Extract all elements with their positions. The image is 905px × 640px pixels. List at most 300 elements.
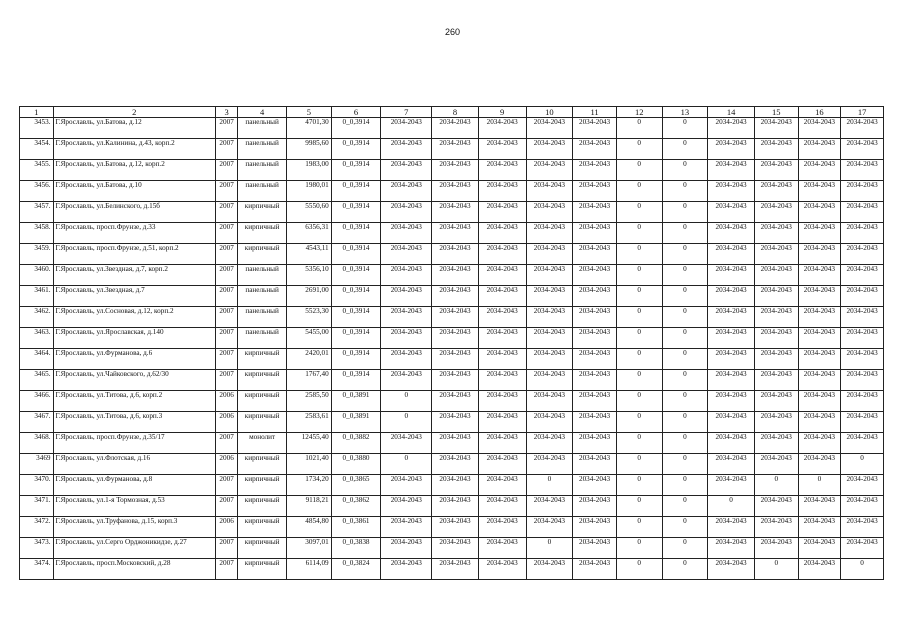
repair-period-cell: 2034-2043 [478,223,526,244]
repair-period-cell: 0 [662,328,708,349]
area-cell: 5356,10 [286,265,331,286]
repair-period-cell: 2034-2043 [798,538,841,559]
wear-coefficient-cell: 0_0,3824 [331,559,381,580]
year-cell: 2007 [215,349,237,370]
repair-period-cell: 0 [616,517,662,538]
repair-period-cell: 2034-2043 [573,538,617,559]
year-cell: 2007 [215,265,237,286]
repair-period-cell: 0 [662,181,708,202]
repair-period-cell: 2034-2043 [381,349,432,370]
table-row [20,160,884,181]
repair-period-cell: 2034-2043 [754,370,798,391]
repair-period-cell: 2034-2043 [708,370,755,391]
wall-material-cell: кирпичный [238,559,287,580]
wall-material-cell: кирпичный [238,517,287,538]
repair-period-cell: 2034-2043 [754,496,798,517]
wall-material-cell: панельный [238,328,287,349]
repair-period-cell: 2034-2043 [478,349,526,370]
wear-coefficient-cell: 0_0,3914 [331,370,381,391]
repair-period-cell: 2034-2043 [841,307,884,328]
address-cell: Г.Ярославль, ул.Фурманова, д.6 [53,349,215,370]
column-number-16: 16 [798,107,841,118]
repair-period-cell: 0 [662,370,708,391]
repair-period-cell: 2034-2043 [478,328,526,349]
repair-period-cell: 2034-2043 [478,181,526,202]
repair-period-cell: 2034-2043 [526,181,573,202]
repair-period-cell: 0 [616,391,662,412]
repair-period-cell: 0 [798,475,841,496]
repair-period-cell: 2034-2043 [798,349,841,370]
repair-period-cell: 0 [616,454,662,475]
repair-period-cell: 2034-2043 [754,454,798,475]
repair-period-cell: 2034-2043 [526,349,573,370]
wall-material-cell: кирпичный [238,412,287,433]
year-cell: 2006 [215,517,237,538]
repair-period-cell: 0 [662,454,708,475]
repair-period-cell: 2034-2043 [754,202,798,223]
repair-period-cell: 2034-2043 [526,517,573,538]
repair-period-cell: 0 [662,349,708,370]
repair-period-cell: 0 [616,265,662,286]
wear-coefficient-cell: 0_0,3838 [331,538,381,559]
repair-period-cell: 2034-2043 [573,139,617,160]
repair-period-cell: 2034-2043 [478,265,526,286]
year-cell: 2007 [215,160,237,181]
repair-period-cell: 0 [662,139,708,160]
repair-period-cell: 2034-2043 [754,244,798,265]
area-cell: 9985,60 [286,139,331,160]
wear-coefficient-cell: 0_0,3914 [331,181,381,202]
column-number-15: 15 [754,107,798,118]
repair-period-cell: 2034-2043 [526,265,573,286]
repair-period-cell: 0 [708,496,755,517]
repair-period-cell: 0 [616,139,662,160]
repair-period-cell: 0 [616,433,662,454]
repair-period-cell: 2034-2043 [754,223,798,244]
repair-period-cell: 2034-2043 [432,412,479,433]
column-number-8: 8 [432,107,479,118]
repair-period-cell: 2034-2043 [573,412,617,433]
table-row [20,223,884,244]
repair-period-cell: 2034-2043 [754,349,798,370]
repair-period-cell: 2034-2043 [573,328,617,349]
repair-period-cell: 2034-2043 [478,286,526,307]
repair-period-cell: 0 [616,538,662,559]
wear-coefficient-cell: 0_0,3862 [331,496,381,517]
area-cell: 6356,31 [286,223,331,244]
repair-period-cell: 2034-2043 [381,517,432,538]
repair-period-cell: 2034-2043 [478,118,526,139]
repair-period-cell: 2034-2043 [478,538,526,559]
repair-period-cell: 2034-2043 [478,454,526,475]
column-number-17: 17 [841,107,884,118]
table-row [20,475,884,496]
year-cell: 2007 [215,538,237,559]
repair-period-cell: 2034-2043 [526,202,573,223]
repair-period-cell: 2034-2043 [708,286,755,307]
repair-period-cell: 2034-2043 [432,244,479,265]
repair-period-cell: 2034-2043 [798,160,841,181]
repair-period-cell: 2034-2043 [432,349,479,370]
repair-period-cell: 2034-2043 [432,391,479,412]
repair-period-cell: 2034-2043 [841,538,884,559]
repair-period-cell: 2034-2043 [798,244,841,265]
table-row [20,139,884,160]
repair-period-cell: 2034-2043 [841,328,884,349]
wall-material-cell: кирпичный [238,223,287,244]
column-number-10: 10 [526,107,573,118]
repair-period-cell: 2034-2043 [798,265,841,286]
address-cell: Г.Ярославль, ул.Ярославская, д.140 [53,328,215,349]
repair-period-cell: 2034-2043 [754,139,798,160]
repair-period-cell: 2034-2043 [526,370,573,391]
repair-period-cell: 2034-2043 [798,370,841,391]
repair-period-cell: 2034-2043 [432,265,479,286]
row-number-cell: 3462. [20,307,54,328]
area-cell: 2583,61 [286,412,331,433]
area-cell: 1980,01 [286,181,331,202]
table-row [20,181,884,202]
wear-coefficient-cell: 0_0,3861 [331,517,381,538]
year-cell: 2007 [215,370,237,391]
repair-period-cell: 0 [662,517,708,538]
area-cell: 5550,60 [286,202,331,223]
row-number-cell: 3470. [20,475,54,496]
repair-period-cell: 2034-2043 [754,265,798,286]
repair-period-cell: 2034-2043 [381,559,432,580]
wall-material-cell: панельный [238,286,287,307]
repair-period-cell: 0 [662,244,708,265]
repair-period-cell: 0 [381,391,432,412]
repair-period-cell: 2034-2043 [708,328,755,349]
address-cell: Г.Ярославль, просп.Фрунзе, д.33 [53,223,215,244]
repair-period-cell: 2034-2043 [573,265,617,286]
table-row [20,433,884,454]
repair-period-cell: 2034-2043 [754,538,798,559]
area-cell: 1767,40 [286,370,331,391]
repair-period-cell: 2034-2043 [841,244,884,265]
repair-period-cell: 2034-2043 [573,307,617,328]
address-cell: Г.Ярославль, ул.Титова, д.6, корп.3 [53,412,215,433]
repair-period-cell: 2034-2043 [432,475,479,496]
repair-period-cell: 2034-2043 [432,433,479,454]
column-number-4: 4 [238,107,287,118]
repair-period-cell: 2034-2043 [526,118,573,139]
address-cell: Г.Ярославль, просп.Московский, д.28 [53,559,215,580]
row-number-cell: 3455. [20,160,54,181]
repair-period-cell: 2034-2043 [526,286,573,307]
area-cell: 1021,40 [286,454,331,475]
repair-period-cell: 2034-2043 [526,433,573,454]
wall-material-cell: кирпичный [238,475,287,496]
wear-coefficient-cell: 0_0,3880 [331,454,381,475]
repair-period-cell: 0 [616,307,662,328]
repair-period-cell: 2034-2043 [708,454,755,475]
row-number-cell: 3457. [20,202,54,223]
repair-period-cell: 2034-2043 [432,517,479,538]
repair-period-cell: 2034-2043 [526,559,573,580]
repair-period-cell: 2034-2043 [841,517,884,538]
repair-period-cell: 2034-2043 [754,412,798,433]
table-row [20,349,884,370]
repair-period-cell: 0 [616,160,662,181]
address-cell: Г.Ярославль, ул.Батова, д.12 [53,118,215,139]
repair-period-cell: 0 [381,412,432,433]
repair-period-cell: 2034-2043 [478,475,526,496]
repair-period-cell: 2034-2043 [841,160,884,181]
wear-coefficient-cell: 0_0,3914 [331,118,381,139]
repair-period-cell: 2034-2043 [798,286,841,307]
column-number-7: 7 [381,107,432,118]
year-cell: 2007 [215,433,237,454]
repair-period-cell: 2034-2043 [798,412,841,433]
year-cell: 2007 [215,244,237,265]
repair-period-cell: 2034-2043 [573,202,617,223]
repair-period-cell: 2034-2043 [432,496,479,517]
repair-period-cell: 2034-2043 [841,349,884,370]
address-cell: Г.Ярославль, ул.Калинина, д.43, корп.2 [53,139,215,160]
address-cell: Г.Ярославль, ул.Фурманова, д.8 [53,475,215,496]
repair-period-cell: 2034-2043 [432,181,479,202]
repair-period-cell: 2034-2043 [841,370,884,391]
row-number-cell: 3458. [20,223,54,244]
repair-period-cell: 2034-2043 [841,391,884,412]
area-cell: 1734,20 [286,475,331,496]
row-number-cell: 3472. [20,517,54,538]
area-cell: 2420,01 [286,349,331,370]
repair-period-cell: 0 [662,475,708,496]
wall-material-cell: кирпичный [238,391,287,412]
address-cell: Г.Ярославль, ул.Сосновая, д.12, корп.2 [53,307,215,328]
wear-coefficient-cell: 0_0,3914 [331,202,381,223]
repair-period-cell: 2034-2043 [841,286,884,307]
repair-period-cell: 2034-2043 [381,223,432,244]
repair-period-cell: 2034-2043 [754,391,798,412]
wall-material-cell: панельный [238,181,287,202]
repair-period-cell: 2034-2043 [708,244,755,265]
repair-period-cell: 0 [662,118,708,139]
repair-period-cell: 2034-2043 [381,307,432,328]
repair-period-cell: 2034-2043 [754,118,798,139]
wear-coefficient-cell: 0_0,3914 [331,223,381,244]
repair-period-cell: 2034-2043 [708,391,755,412]
repair-period-cell: 2034-2043 [381,118,432,139]
table-row [20,244,884,265]
repair-period-cell: 2034-2043 [573,286,617,307]
repair-period-cell: 2034-2043 [754,433,798,454]
repair-period-cell: 2034-2043 [754,328,798,349]
repair-period-cell: 2034-2043 [841,265,884,286]
area-cell: 5455,00 [286,328,331,349]
wall-material-cell: кирпичный [238,454,287,475]
row-number-cell: 3459. [20,244,54,265]
repair-period-cell: 0 [616,349,662,370]
repair-period-cell: 2034-2043 [798,307,841,328]
table-row [20,391,884,412]
address-cell: Г.Ярославль, ул.Чайковского, д.62/30 [53,370,215,391]
table-row [20,265,884,286]
repair-period-cell: 0 [616,412,662,433]
column-number-13: 13 [662,107,708,118]
repair-period-cell: 2034-2043 [841,223,884,244]
repair-period-cell: 2034-2043 [798,328,841,349]
year-cell: 2007 [215,202,237,223]
repair-period-cell: 2034-2043 [573,433,617,454]
repair-period-cell: 2034-2043 [708,160,755,181]
repair-period-cell: 2034-2043 [526,328,573,349]
wall-material-cell: панельный [238,139,287,160]
address-cell: Г.Ярославль, ул.Флотская, д.16 [53,454,215,475]
repair-period-cell: 0 [662,160,708,181]
area-cell: 4701,30 [286,118,331,139]
repair-period-cell: 0 [662,286,708,307]
wear-coefficient-cell: 0_0,3891 [331,391,381,412]
repair-period-cell: 2034-2043 [708,307,755,328]
repair-period-cell: 0 [616,559,662,580]
table-row [20,496,884,517]
repair-period-cell: 2034-2043 [841,433,884,454]
repair-period-cell: 2034-2043 [798,223,841,244]
address-cell: Г.Ярославль, ул.Батова, д.12, корп.2 [53,160,215,181]
repair-period-cell: 2034-2043 [478,433,526,454]
repair-period-cell: 2034-2043 [432,307,479,328]
repair-period-cell: 2034-2043 [526,307,573,328]
area-cell: 12455,40 [286,433,331,454]
table-row [20,538,884,559]
address-cell: Г.Ярославль, ул.Батова, д.10 [53,181,215,202]
table-row [20,559,884,580]
row-number-cell: 3465. [20,370,54,391]
table-row [20,412,884,433]
repair-period-cell: 2034-2043 [381,475,432,496]
repair-period-cell: 2034-2043 [381,286,432,307]
repair-period-cell: 2034-2043 [708,559,755,580]
wall-material-cell: кирпичный [238,370,287,391]
repair-period-cell: 2034-2043 [798,181,841,202]
wear-coefficient-cell: 0_0,3882 [331,433,381,454]
column-number-3: 3 [215,107,237,118]
repair-period-cell: 2034-2043 [754,286,798,307]
row-number-cell: 3474. [20,559,54,580]
repair-period-cell: 2034-2043 [526,412,573,433]
repair-period-cell: 0 [662,412,708,433]
row-number-cell: 3463. [20,328,54,349]
year-cell: 2007 [215,223,237,244]
repair-period-cell: 0 [841,454,884,475]
repair-period-cell: 0 [662,391,708,412]
repair-period-cell: 2034-2043 [526,496,573,517]
year-cell: 2007 [215,118,237,139]
repair-period-cell: 2034-2043 [432,160,479,181]
table-row [20,286,884,307]
year-cell: 2007 [215,286,237,307]
repair-period-cell: 2034-2043 [708,265,755,286]
repair-period-cell: 2034-2043 [841,202,884,223]
wear-coefficient-cell: 0_0,3914 [331,265,381,286]
repair-period-cell: 2034-2043 [381,265,432,286]
repair-period-cell: 2034-2043 [526,139,573,160]
repair-period-cell: 2034-2043 [754,160,798,181]
row-number-cell: 3469 [20,454,54,475]
repair-period-cell: 2034-2043 [478,517,526,538]
address-cell: Г.Ярославль, ул.Белинского, д.15б [53,202,215,223]
repair-period-cell: 2034-2043 [573,349,617,370]
repair-period-cell: 2034-2043 [798,559,841,580]
wear-coefficient-cell: 0_0,3914 [331,160,381,181]
year-cell: 2007 [215,307,237,328]
repair-period-cell: 2034-2043 [573,517,617,538]
repair-period-cell: 2034-2043 [573,454,617,475]
repair-period-cell: 2034-2043 [526,160,573,181]
repair-period-cell: 2034-2043 [798,496,841,517]
table-row [20,370,884,391]
repair-period-cell: 0 [662,307,708,328]
repair-period-cell: 2034-2043 [708,202,755,223]
area-cell: 5523,30 [286,307,331,328]
address-cell: Г.Ярославль, ул.Труфанова, д.15, корп.3 [53,517,215,538]
repair-period-cell: 2034-2043 [526,454,573,475]
address-cell: Г.Ярославль, просп.Фрунзе, д.35/17 [53,433,215,454]
column-number-row [20,107,884,118]
wall-material-cell: панельный [238,118,287,139]
repair-period-cell: 2034-2043 [798,517,841,538]
repair-period-cell: 2034-2043 [432,202,479,223]
year-cell: 2006 [215,454,237,475]
repair-period-cell: 0 [662,496,708,517]
year-cell: 2007 [215,475,237,496]
repair-period-cell: 2034-2043 [478,139,526,160]
repair-period-cell: 2034-2043 [381,496,432,517]
repair-period-cell: 0 [662,223,708,244]
repair-period-cell: 0 [616,328,662,349]
area-cell: 9118,21 [286,496,331,517]
repair-period-cell: 2034-2043 [708,412,755,433]
repair-period-cell: 2034-2043 [754,181,798,202]
repair-period-cell: 0 [616,223,662,244]
repair-period-cell: 2034-2043 [841,139,884,160]
wear-coefficient-cell: 0_0,3891 [331,412,381,433]
repair-period-cell: 2034-2043 [381,328,432,349]
row-number-cell: 3467. [20,412,54,433]
repair-period-cell: 2034-2043 [798,454,841,475]
repair-period-cell: 2034-2043 [573,496,617,517]
repair-period-cell: 2034-2043 [432,454,479,475]
wall-material-cell: монолит [238,433,287,454]
repair-period-cell: 0 [616,181,662,202]
repair-period-cell: 2034-2043 [381,202,432,223]
row-number-cell: 3473. [20,538,54,559]
column-number-11: 11 [573,107,617,118]
repair-period-cell: 2034-2043 [708,433,755,454]
repair-period-cell: 2034-2043 [708,475,755,496]
year-cell: 2007 [215,181,237,202]
repair-period-cell: 0 [754,475,798,496]
address-cell: Г.Ярославль, ул.Серго Орджоникидзе, д.27 [53,538,215,559]
column-number-6: 6 [331,107,381,118]
repair-period-cell: 2034-2043 [798,202,841,223]
repair-period-cell: 0 [526,475,573,496]
area-cell: 6114,09 [286,559,331,580]
year-cell: 2006 [215,391,237,412]
area-cell: 1983,00 [286,160,331,181]
repair-period-cell: 0 [616,244,662,265]
repair-period-cell: 2034-2043 [526,244,573,265]
repair-period-cell: 2034-2043 [432,328,479,349]
area-cell: 4854,80 [286,517,331,538]
repair-period-cell: 2034-2043 [708,181,755,202]
wall-material-cell: панельный [238,265,287,286]
table-row [20,307,884,328]
